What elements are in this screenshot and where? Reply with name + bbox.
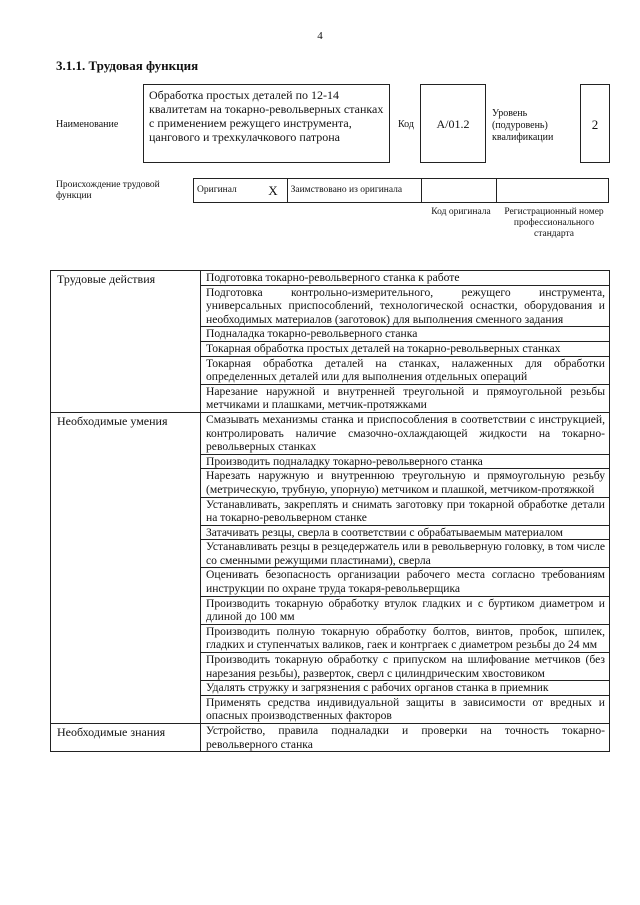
borrowed-label: Заимствовано из оригинала [287,179,422,203]
original-label: Оригинал [194,179,260,203]
code-label: Код [398,119,414,130]
origin-code-caption: Код оригинала [431,207,491,217]
item-cell: Затачивать резцы, сверла в соответствии с обрабатываемым материалом [201,525,610,540]
function-details-table [50,270,610,752]
item-cell: Удалять стружку и загрязнения с рабочих органов станка в приемник [201,681,610,696]
section-heading: 3.1.1. Трудовая функция [56,58,199,73]
category-cell: Необходимые умения [51,412,201,723]
item-cell: Производить полную токарную обработку болтов, винтов, пробок, шпилек, гладких и ступенчатых валиков, гаек и контргаек с диаметром резьбы до 24 мм [201,624,610,652]
name-label: Наименование [56,119,119,130]
origin-table [193,178,609,203]
registration-caption: Регистрационный номер профессионального стандарта [504,207,604,239]
original-mark: X [259,179,287,203]
level-label: Уровень (подуровень) квалификации [492,108,554,143]
item-cell: Нарезание наружной и внутренней треугольной и прямоугольной резьбы метчиками и плашками, метчик-протяжками [201,384,610,412]
function-code-box: A/01.2 [420,84,486,163]
table-row [51,412,610,454]
item-cell: Подготовка контрольно-измерительного, режущего инструмента, универсальных приспособлений, технологической оснастки, оборудования и необходимых материалов (заготовок) для выполнения сменного задания [201,285,610,327]
item-cell: Нарезать наружную и внутреннюю треугольную и прямоугольную резьбу (метрическую, трубную, упорную) метчиком и плашкой, метчиком-протяжкой [201,469,610,497]
table-row [51,724,610,752]
category-cell: Трудовые действия [51,271,201,413]
item-cell: Устанавливать, закреплять и снимать заготовку при токарной обработке детали на токарно-револьверном станке [201,497,610,525]
item-cell: Подналадка токарно-револьверного станка [201,327,610,342]
item-cell: Подготовка токарно-револьверного станка к работе [201,271,610,286]
page-number: 4 [317,30,323,42]
item-cell: Применять средства индивидуальной защиты в зависимости от вредных и опасных производственных факторов [201,695,610,723]
item-cell: Смазывать механизмы станка и приспособления в соответствии с инструкцией, контролировать наличие смазочно-охлаждающей жидкости на токарно-револьверных станках [201,412,610,454]
item-cell: Токарная обработка деталей на станках, налаженных для обработки определенных деталей или для выполнения отдельных операций [201,356,610,384]
category-cell: Необходимые знания [51,724,201,752]
function-name-box: Обработка простых деталей по 12-14 квалитетам на токарно-револьверных станках с применением режущего инструмента, цангового и трехкулачкового патрона [143,84,390,163]
qualification-level-box: 2 [580,84,610,163]
item-cell: Устанавливать резцы в резцедержатель или в револьверную головку, в том числе со сменными режущими пластинами), сверла [201,540,610,568]
item-cell: Производить токарную обработку с припуском на шлифование метчиков (без нарезания резьбы), разверток, сверл с цилиндрическим хвостовиком [201,653,610,681]
item-cell: Устройство, правила подналадки и проверки на точность токарно-револьверного станка [201,724,610,752]
item-cell: Оценивать безопасность организации рабочего места согласно требованиям инструкции по охране труда токаря-револьверщика [201,568,610,596]
item-cell: Токарная обработка простых деталей на токарно-револьверных станках [201,341,610,356]
origin-code-cell [422,179,496,203]
item-cell: Производить токарную обработку втулок гладких и с буртиком диаметром и длиной до 100 мм [201,596,610,624]
table-row [51,271,610,286]
item-cell: Производить подналадку токарно-револьверного станка [201,454,610,469]
registration-number-cell [496,179,608,203]
origin-label: Происхождение трудовой функции [56,180,160,201]
